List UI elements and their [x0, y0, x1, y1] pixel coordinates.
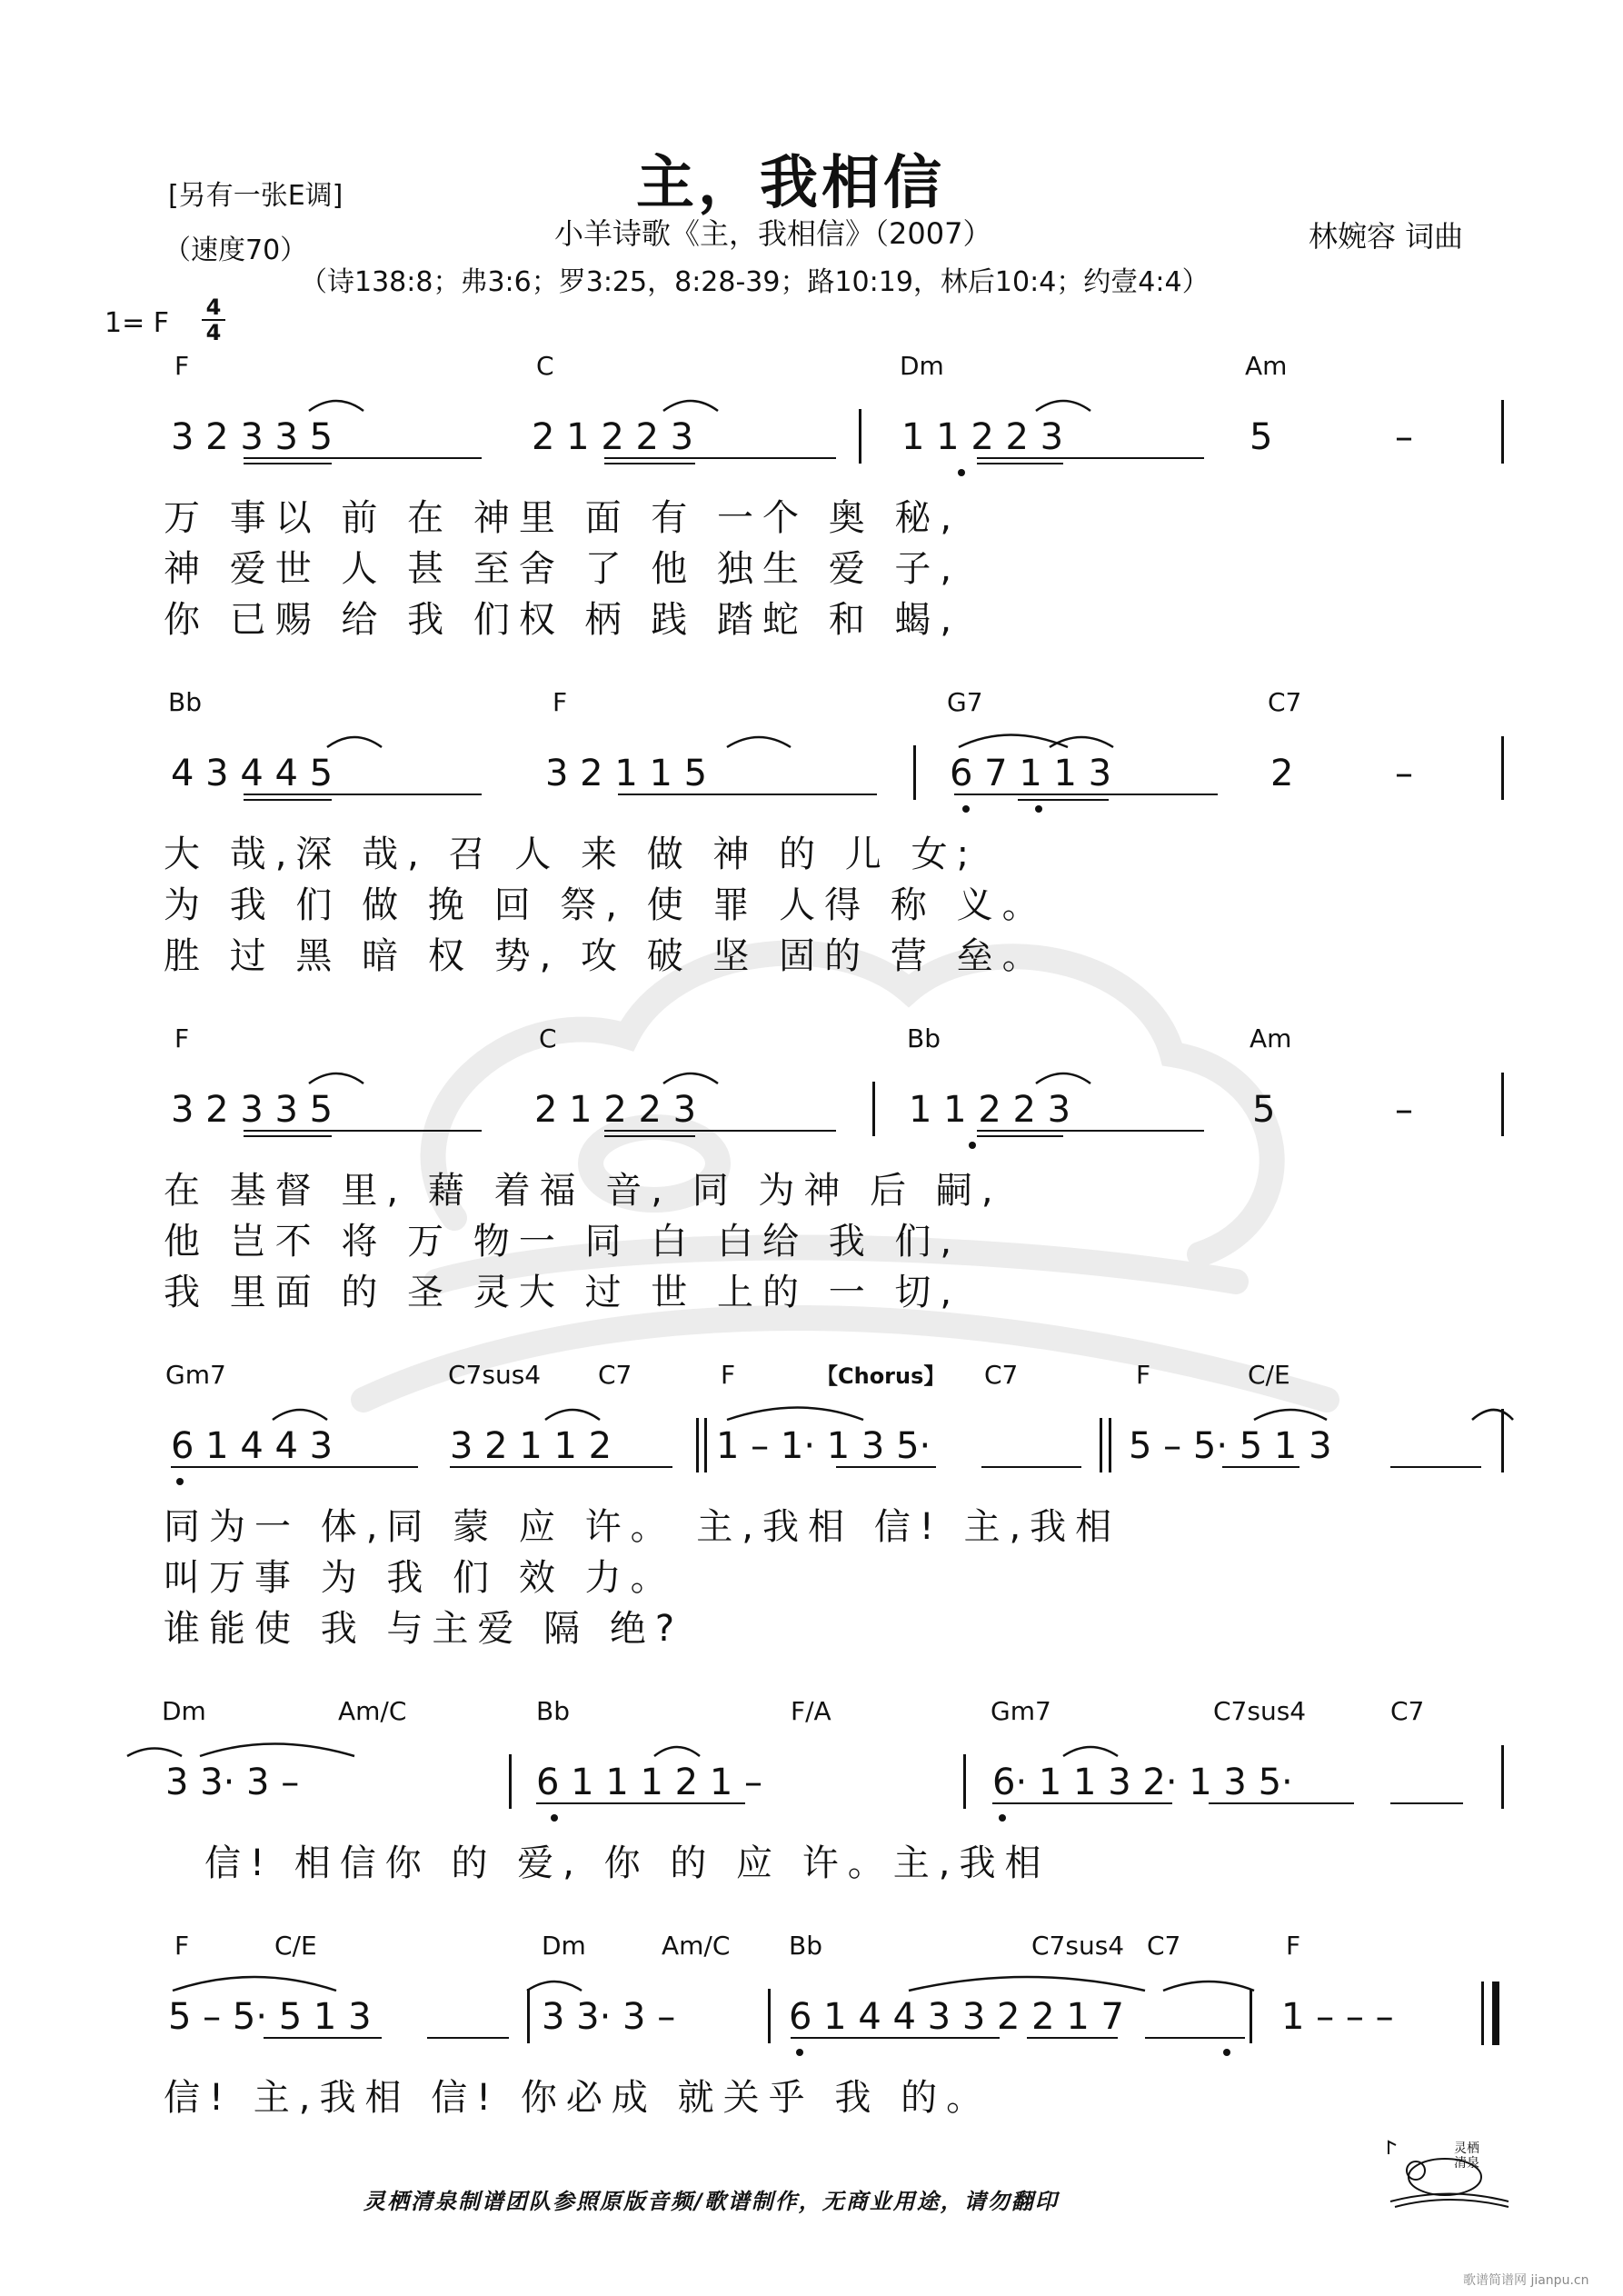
subtitle: 小羊诗歌《主，我相信》（2007） — [554, 216, 992, 251]
notes-measure: 1 1 2 2 3 — [909, 1089, 1071, 1131]
notes-measure: 2 — [1270, 753, 1294, 794]
chord-symbol: C7 — [1268, 687, 1302, 717]
notes-measure: 5 — [1252, 1089, 1276, 1131]
author-credit: 林婉容 词曲 — [1309, 219, 1464, 254]
chord-symbol: F — [174, 351, 190, 381]
sheep-logo-icon — [1381, 2136, 1518, 2209]
tempo-marking: （速度70） — [164, 235, 308, 266]
sheep-logo-text: 灵栖清泉 — [1454, 2141, 1479, 2171]
notes-measure: 6 1 4 4 3 3 2 2 1 7 — [789, 1996, 1124, 2038]
site-credit: 歌谱简谱网 jianpu.cn — [1463, 2273, 1589, 2288]
notes-measure: 3 2 3 3 5 — [171, 416, 334, 458]
notes-measure: 2 1 2 2 3 — [534, 1089, 697, 1131]
notes-measure: 3 2 1 1 2 — [450, 1425, 612, 1467]
lyric-line: 在 基督 里, 藉 着福 音, 同 为神 后 嗣, — [164, 1170, 1002, 1212]
lyric-line: 神 爱世 人 甚 至舍 了 他 独生 爱 子, — [164, 548, 961, 590]
notes-measure: 5 — [1250, 416, 1273, 458]
chord-symbol: Am — [1245, 351, 1288, 381]
notes-measure: 1 1 2 2 3 — [901, 416, 1064, 458]
notes-measure: – — [1395, 753, 1413, 794]
page-title: 主，我相信 — [636, 150, 945, 217]
lyric-line: 信! 主,我相 信! 你必成 就关乎 我 的。 — [164, 2077, 992, 2119]
lyric-line: 你 已赐 给 我 们权 柄 践 踏蛇 和 蝎, — [164, 599, 961, 641]
lyric-line: 我 里面 的 圣 灵大 过 世 上的 一 切, — [164, 1272, 961, 1313]
notes-measure: 1 – 1· 1 3 5· — [716, 1425, 931, 1467]
lyric-line: 为 我 们 做 挽 回 祭, 使 罪 人得 称 义。 — [164, 884, 1048, 926]
chord-symbol: C7 — [1390, 1696, 1425, 1726]
chord-symbol: Dm — [900, 351, 944, 381]
lyric-line: 万 事以 前 在 神里 面 有 一个 奥 秘, — [164, 497, 961, 539]
chord-symbol: F — [1286, 1931, 1301, 1961]
chord-symbol: Bb — [536, 1696, 570, 1726]
notes-measure: 6 1 1 1 2 1 – — [536, 1762, 762, 1803]
chord-symbol: F — [721, 1360, 736, 1390]
chord-symbol: F/A — [791, 1696, 831, 1726]
footer-note: 灵栖清泉制谱团队参照原版音频/歌谱制作，无商业用途，请勿翻印 — [363, 2189, 1059, 2214]
key-signature: 1= F — [105, 307, 170, 339]
chord-symbol: C7 — [984, 1360, 1019, 1390]
time-signature-bottom: 4 — [205, 320, 222, 345]
notes-measure: 4 3 4 4 5 — [171, 753, 334, 794]
chord-symbol: F — [553, 687, 568, 717]
chord-symbol: Bb — [789, 1931, 822, 1961]
chord-symbol: C — [536, 351, 554, 381]
notes-measure: – — [1395, 1089, 1413, 1131]
chord-symbol: Bb — [168, 687, 202, 717]
lyric-line: 谁能使 我 与主爱 隔 绝? — [164, 1608, 684, 1650]
chord-symbol: C7sus4 — [1031, 1931, 1125, 1961]
notes-measure: 3 2 1 1 5 — [545, 753, 708, 794]
chord-symbol: F — [174, 1023, 190, 1053]
lyric-line: 同为一 体,同 蒙 应 许。 主,我相 信! 主,我相 — [164, 1506, 1121, 1548]
chord-symbol: G7 — [947, 687, 983, 717]
lyric-line: 大 哉,深 哉, 召 人 来 做 神 的 儿 女; — [164, 834, 979, 875]
scripture-references: （诗138:8；弗3:6；罗3:25，8:28-39；路10:19，林后10:4；约壹4:4） — [300, 266, 1210, 298]
chord-symbol: Gm7 — [165, 1360, 226, 1390]
notes-measure: – — [1395, 416, 1413, 458]
notes-measure: 6 1 4 4 3 — [171, 1425, 334, 1467]
chord-symbol: Dm — [542, 1931, 586, 1961]
sheep-logo — [1381, 2136, 1518, 2209]
lyric-line: 他 岂不 将 万 物一 同 白 白给 我 们, — [164, 1221, 961, 1263]
chord-symbol: C/E — [274, 1931, 317, 1961]
chord-symbol: Bb — [907, 1023, 941, 1053]
chorus-marker: 【Chorus】 — [816, 1363, 946, 1389]
lyric-line: 叫万事 为 我 们 效 力。 — [164, 1557, 676, 1599]
chord-symbol: Gm7 — [991, 1696, 1051, 1726]
notes-measure: 3 2 3 3 5 — [171, 1089, 334, 1131]
notes-measure: 3 3· 3 – — [165, 1762, 300, 1803]
notes-measure: 5 – 5· 5 1 3 — [168, 1996, 372, 2038]
notes-measure: 2 1 2 2 3 — [532, 416, 694, 458]
notes-measure: 6 7 1 1 3 — [950, 753, 1112, 794]
chord-symbol: F — [174, 1931, 190, 1961]
chord-symbol: C — [539, 1023, 557, 1053]
chord-symbol: C/E — [1248, 1360, 1290, 1390]
alt-key-note: [另有一张E调] — [168, 180, 344, 212]
chord-symbol: F — [1136, 1360, 1151, 1390]
notes-measure: 6· 1 1 3 2· 1 3 5· — [992, 1762, 1293, 1803]
chord-symbol: Am — [1250, 1023, 1292, 1053]
chord-symbol: Am/C — [662, 1931, 731, 1961]
time-signature-top: 4 — [205, 294, 222, 320]
chord-symbol: C7 — [598, 1360, 632, 1390]
chord-symbol: C7sus4 — [1213, 1696, 1307, 1726]
chord-symbol: C7 — [1147, 1931, 1181, 1961]
lyric-line: 信! 相信你 的 爱, 你 的 应 许。主,我相 — [204, 1842, 1050, 1884]
chord-symbol: Am/C — [338, 1696, 407, 1726]
chord-symbol: C7sus4 — [448, 1360, 542, 1390]
notes-measure: 3 3· 3 – — [542, 1996, 676, 2038]
notes-measure: 5 – 5· 5 1 3 — [1129, 1425, 1332, 1467]
lyric-line: 胜 过 黑 暗 权 势, 攻 破 坚 固的 营 垒。 — [164, 935, 1048, 977]
notes-measure: 1 – – – — [1281, 1996, 1394, 2038]
chord-symbol: Dm — [162, 1696, 206, 1726]
